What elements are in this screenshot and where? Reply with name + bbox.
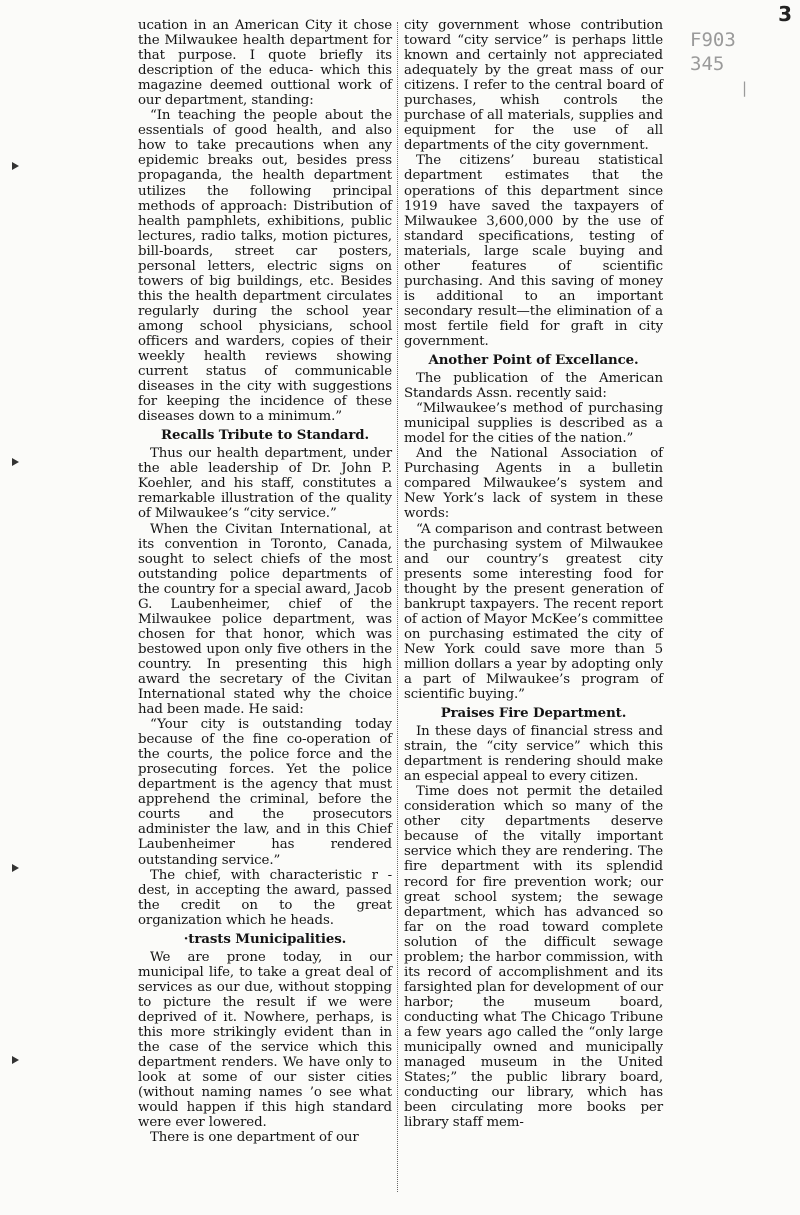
section-heading: Another Point of Excellance. xyxy=(428,352,639,369)
paragraph: Time does not permit the detailed consideration which so many of the other city departments deserve because of the vitally important service which they are rendering. The fire department with its splendid record for fire prevention work; our great school system; the sewage department, which has advanced so far on the road toward complete solution of the difficult sewage problem; the harbor commission, with its record of accomplishment and its farsighted plan for development of our harbor; the museum board, conducting what The Chicago Tribune a few years ago called the “only large municipally owned and municipally managed museum in the United States;” the public library board, conducting our library, which has been circulating more books per library staff mem- xyxy=(404,784,663,1131)
paragraph: ucation in an American City it chose the Milwaukee health department for that purpose. I quote briefly its description of the educa- which this magazine deemed outtional work of our department, standing: xyxy=(138,18,392,109)
section-heading: Praises Fire Department. xyxy=(440,705,627,722)
column-divider xyxy=(397,22,398,1192)
paragraph: “In teaching the people about the essentials of good health, and also how to take precautions when any epidemic breaks out, besides press propaganda, the health department utilizes the following principal methods of approach: Distribution of health pamphlets, exhibitions, public lectures, radio talks, motion pictures, bill-boards, street car posters, personal letters, electric signs on towers of big buildings, etc. Besides this the health department circulates regularly during the school year among school physicians, school officers and warders, copies of their weekly health reviews showing current status of communicable diseases in the city with suggestions for keeping the incidence of these diseases down to a minimum.” xyxy=(138,108,392,425)
paragraph: The publication of the American Standards Assn. recently said: xyxy=(404,371,663,402)
paragraph: And the National Association of Purchasing Agents in a bulletin compared Milwaukee’s system and New York’s lack of system in these words: xyxy=(404,446,663,522)
page-number: 3 xyxy=(778,2,792,26)
pencil-annotation xyxy=(690,28,749,100)
left-text-column xyxy=(138,18,392,1145)
paragraph: The chief, with characteristic r -dest, in accepting the award, passed the credit on to the great organization which he heads. xyxy=(138,867,392,928)
paragraph: We are prone today, in our municipal life, to take a great deal of services as our due, without stopping to picture the result if we were deprived of it. Nowhere, perhaps, is this more strikingly evident than in the case of the service which this department renders. We have only to look at some of our sister cities (without naming names ’o see what would happen if this high standard were ever lowered. xyxy=(138,949,392,1131)
margin-arrow-mark xyxy=(12,162,19,170)
paragraph: When the Civitan International, at its convention in Toronto, Canada, sought to select chiefs of the most outstanding police departments of the country for a special award, Jacob G. Laubenheimer, chief of the Milwaukee police department, was chosen for that honor, which was bestowed upon only five others in the country. In presenting this high award the secretary of the Civitan International stated why the choice had been made. He said: xyxy=(138,521,392,718)
paragraph: city government whose contribution toward “city service” is perhaps little known and certainly not appreciated adequately by the great mass of our citizens. I refer to the central board of purchases, whish controls the purchase of all materials, supplies and equipment for the use of all departments of the city government. xyxy=(404,18,663,154)
paragraph: “Your city is outstanding today because of the fine co-operation of the courts, the police force and the prosecuting forces. Yet the police department is the agency that must apprehend the criminal, before the courts and the prosecutors administer the law, and in this Chief Laubenheimer has rendered outstanding service.” xyxy=(138,717,392,868)
paragraph: In these days of financial stress and strain, the “city service” which this department is rendering should make an especial appeal to every citizen. xyxy=(404,724,663,785)
margin-arrow-mark xyxy=(12,864,19,872)
section-heading: ·trasts Municipalities. xyxy=(183,930,347,947)
paragraph: “Milwaukee’s method of purchasing municipal supplies is described as a model for the cities of the nation.” xyxy=(404,401,663,447)
annotation-line-1: F903 xyxy=(690,29,736,51)
annotation-line-2: 345 xyxy=(690,53,725,75)
paragraph: “A comparison and contrast between the purchasing system of Milwaukee and our country’s greatest city presents some interesting food for thought by the present generation of bankrupt taxpayers. The recent report of action of Mayor McKee’s committee on purchasing estimated the city of New York could save more than 5 million dollars a year by adopting only a part of Milwaukee’s program of scientific buying.” xyxy=(404,521,663,703)
margin-arrow-mark xyxy=(12,1056,19,1064)
section-heading: Recalls Tribute to Standard. xyxy=(160,427,370,444)
right-text-column xyxy=(404,18,663,1130)
paragraph: The citizens’ bureau statistical department estimates that the operations of this department since 1919 have saved the taxpayers of Milwaukee 3,600,000 by the use of standard specifications, testing of materials, large scale buying and other features of scientific purchasing. And this saving of money is additional to an important secondary result—the elimination of a most fertile field for graft in city government. xyxy=(404,153,663,349)
paragraph: Thus our health department, under the able leadership of Dr. John P. Koehler, and his staff, constitutes a remarkable illustration of the quality of Milwaukee’s “city service.” xyxy=(138,446,392,522)
annotation-line-3: | xyxy=(740,79,750,97)
margin-arrow-mark xyxy=(12,458,19,466)
paragraph: There is one department of our xyxy=(150,1130,359,1146)
